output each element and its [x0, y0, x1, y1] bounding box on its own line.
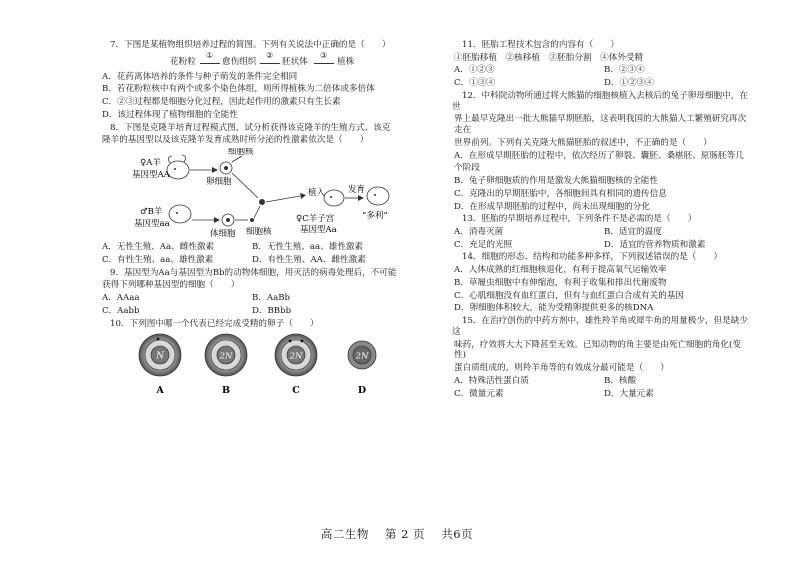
- sheep-b-label: ♂B羊: [140, 207, 163, 218]
- q12-stem-1: 12．中科院动物所通过将大熊猫的细胞核植入去核后的兔子卵母细胞中，在世: [452, 90, 748, 112]
- q11-option-d: D．①②③④: [604, 78, 654, 89]
- egg-cell-d: [348, 341, 376, 396]
- q11-items: ①胚胎移植 ②核移植 ③胚胎分割 ④体外受精: [454, 52, 644, 63]
- q9-option-a: A．AAaa: [102, 293, 140, 304]
- q9-options-row-2: [102, 306, 400, 317]
- develop-label: 发育: [348, 185, 366, 196]
- body-cell-label: 体细胞: [210, 229, 236, 240]
- q15-option-b: B．核酸: [604, 375, 637, 386]
- q9-option-b: B．AaBb: [252, 293, 291, 304]
- q12-option-a: A．在形成早期胚胎的过程中，依次经历了卵裂、囊胚、桑椹胚、原肠胚等几: [454, 150, 744, 161]
- flow-arrow-3: [314, 63, 334, 64]
- q7-option-c: C．②③过程都是细胞分化过程，因此起作用的激素只有生长素: [102, 97, 341, 108]
- q9-stem-2: 获得下列哪种基因型的细胞（ ）: [102, 280, 240, 291]
- page-footer: [0, 527, 794, 541]
- q15-option-c: C．微量元素: [454, 388, 504, 399]
- q12-option-c: C．克隆出的早期胚胎中，各细胞间具有相同的遗传信息: [454, 188, 667, 199]
- q8-option-c: C．有性生殖、aa、雄性激素: [102, 254, 214, 265]
- q8-stem-1: 8．下图是克隆羊培育过程模式图，试分析获得该克隆羊的生殖方式、该克: [110, 122, 391, 133]
- q12-option-a-cont: 个阶段: [454, 163, 480, 174]
- q11-stem: 11．胚胎工程技术包含的内容有（ ）: [462, 40, 620, 50]
- implant-label: 植入: [308, 188, 326, 199]
- footer-total: 共6页: [441, 527, 474, 541]
- q15-stem-2: 味药，疗效将大大下降甚至无效。已知动物的角主要是由死亡细胞的角化(变性): [454, 339, 741, 361]
- q9-stem-1: 9．基因型为Aa与基因型为Bb的动物体细胞，用灭活的病毒处理后，不可能: [110, 267, 397, 278]
- sheep-c-label: ♀C羊子宫: [296, 214, 335, 225]
- q13-option-a: A．消毒灭菌: [454, 227, 504, 238]
- cell-c-letter: C: [292, 385, 300, 397]
- q13-stem: 13．胚胎的早期培养过程中，下列条件不是必需的是（ ）: [462, 214, 697, 225]
- cell-a-label: N: [156, 351, 164, 362]
- q10-stem: 10．下列图中哪一个代表已经完成受精的卵子（ ）: [110, 318, 319, 329]
- q9-options-row-1: [102, 293, 400, 304]
- egg-label: 卵细胞: [206, 177, 232, 188]
- fused-cell-icon: [259, 199, 265, 205]
- flow-step-2: ②: [266, 50, 274, 60]
- left-column: [100, 40, 400, 397]
- cell-b-label: 2N: [219, 351, 233, 362]
- q11-options-row-2: [454, 78, 752, 89]
- q14-option-c: C．心肌细胞没有血红蛋白，但有与血红蛋白合成有关的基因: [454, 290, 685, 301]
- egg-cell-b: [205, 334, 247, 396]
- q12-option-d: D．在形成早期胚胎的过程中，尚未出现细胞的分化: [454, 201, 650, 212]
- footer-page: 第 2 页: [385, 527, 426, 541]
- nucleus-bottom-label: 细胞核: [246, 227, 272, 238]
- q12-stem-3: 世界前列。下列有关克隆大熊猫胚胎的叙述中，不正确的是（ ）: [454, 137, 712, 148]
- egg-cells-figure: [100, 331, 400, 397]
- q8-options-row-1: [102, 242, 400, 253]
- flow-step-3: ③: [320, 50, 328, 60]
- egg-cell-c: [275, 334, 317, 396]
- cell-d-letter: D: [357, 385, 367, 397]
- egg-cell-a: [139, 334, 181, 396]
- cell-a-letter: A: [156, 385, 164, 397]
- q7-flow: [100, 50, 400, 69]
- q8-stem-2: 隆羊的基因型以及该克隆羊发育成熟时所分泌的性激素依次是（ ）: [102, 135, 369, 146]
- q8-options-row-2: [102, 255, 400, 266]
- sheep-a-label: ♀A羊: [140, 158, 161, 169]
- q13-options-row-1: [454, 227, 752, 238]
- q15-options-row-2: [454, 389, 752, 400]
- q13-option-c: C．充足的光照: [454, 239, 513, 250]
- sheep-b-icon: [169, 205, 191, 223]
- q14-option-a: A．人体成熟的红细胞核退化，有利于提高氧气运输效率: [454, 265, 667, 276]
- flow-step-1: ①: [206, 50, 214, 60]
- q14-stem: 14．细胞的形态、结构和功能多种多样，下列叙述错误的是（ ）: [462, 252, 723, 263]
- sheep-c-gene: 基因型Aa: [300, 225, 337, 236]
- q9-option-c: C．Aabb: [102, 305, 140, 316]
- q12-stem-2: 界上最早克隆出一批大熊猫早期胚胎，这表明我国的大熊猫人工繁殖研究再次走在: [454, 114, 747, 136]
- q8-option-d: D．有性生殖、AA、雌性激素: [252, 254, 366, 265]
- q15-stem-1: 15．在治疗创伤的中药方剂中，雄性羚羊角或犀牛角的用量极少，但是缺少这: [452, 316, 748, 337]
- q11-options-row-1: [454, 65, 752, 76]
- cell-c-label: 2N: [289, 351, 303, 362]
- sheep-b-gene: 基因型aa: [134, 219, 170, 230]
- q15-option-a: A．特殊活性蛋白质: [454, 375, 529, 386]
- cell-d-label: 2N: [355, 351, 369, 362]
- flow-callus: 愈伤组织: [222, 56, 257, 67]
- right-column: [452, 40, 752, 401]
- q15-options-row-1: [454, 376, 752, 387]
- q12-option-b: B．兔子卵细胞质的作用是激发大熊猫细胞核的全能性: [454, 176, 658, 187]
- q8-option-a: A．无性生殖、Aa、雌性激素: [102, 242, 215, 253]
- nucleus-bottom-icon: [250, 218, 254, 222]
- q13-option-b: B．适宜的温度: [604, 227, 662, 238]
- footer-subject: 高二生物: [320, 527, 369, 541]
- sheep-c-icon: [324, 190, 344, 206]
- q8-option-b: B．无性生殖、aa、雄性激素: [252, 242, 364, 253]
- cloning-diagram: [100, 148, 400, 240]
- sheep-a-icon: [167, 155, 189, 179]
- q7-option-d: D．该过程体现了植物细胞的全能性: [102, 109, 238, 120]
- q7-option-b: B．若花粉粒核中有两个或多个染色体组，则所得植株为二倍体或多倍体: [102, 84, 375, 95]
- sheep-a-gene: 基因型AA: [132, 170, 170, 181]
- q11-option-b: B．②③④: [604, 65, 645, 76]
- cell-b-letter: B: [221, 385, 231, 397]
- dolly-sheep-icon: [367, 187, 389, 205]
- q14-option-b: B．草履虫细胞中有伸缩泡，有利于收集和排出代谢废物: [454, 277, 667, 288]
- q7-option-a: A．花药离体培养的条件与种子萌发的条件完全相同: [102, 71, 298, 82]
- q13-option-d: D．适宜的营养物质和激素: [604, 239, 706, 250]
- flow-pollen: 花粉粒: [170, 56, 196, 67]
- flow-arrow-1: [200, 63, 220, 64]
- q13-options-row-2: [454, 240, 752, 251]
- q9-option-d: D．BBbb: [252, 305, 292, 316]
- dolly-label: “多利”: [362, 211, 388, 222]
- q7-stem: 7．下图是某植物组织培养过程的简图。下列有关说法中正确的是（ ）: [110, 40, 391, 50]
- q15-stem-3: 蛋白质组成的，则羚羊角等的有效成分最可能是（ ）: [454, 363, 669, 374]
- q11-option-c: C．①③④: [454, 78, 495, 89]
- flow-plant: 植株: [337, 56, 355, 67]
- q14-option-d: D．卵细胞体积较大，能为受精卵提供更多的核DNA: [454, 303, 654, 314]
- nucleus-top-label: 细胞核: [228, 148, 254, 158]
- flow-arrow-2: [260, 63, 280, 64]
- q15-option-d: D．大量元素: [604, 388, 654, 399]
- q11-option-a: A．①②③: [454, 65, 495, 76]
- flow-embryoid: 胚状体: [282, 56, 308, 67]
